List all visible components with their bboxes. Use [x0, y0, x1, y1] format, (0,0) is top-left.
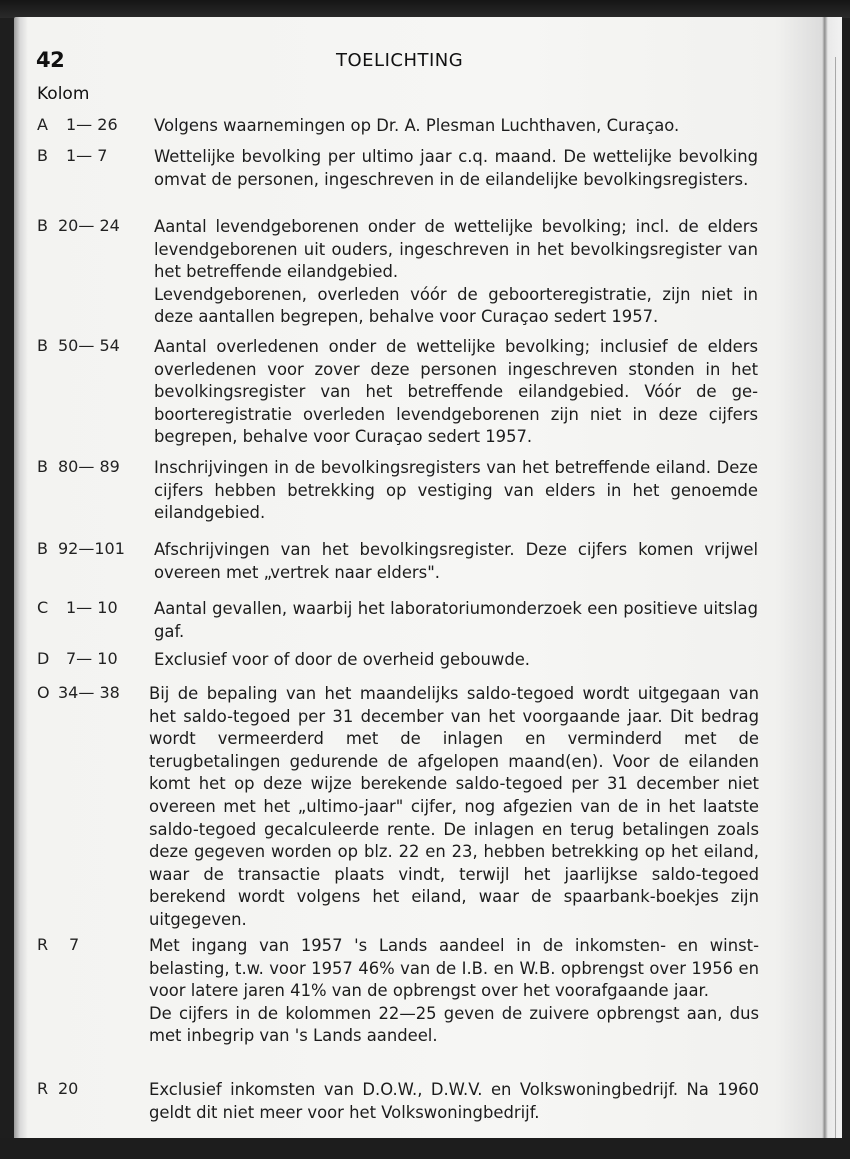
note-paragraph: Aantal levendgeborenen onder de wettelijke bevolking; incl. de elders levendgeborenen uit ouders, ingeschreven in het bevolkingsregister van het betreffende eilandgebied. — [154, 217, 758, 282]
note-column-range: 34— 38 — [58, 683, 120, 702]
note-paragraph: Aantal gevallen, waarbij het laboratoriumonderzoek een positieve uitslag gaf. — [154, 599, 758, 641]
note-column-range: 1— 26 — [66, 115, 118, 134]
note-table-code: D — [37, 649, 50, 668]
note-column-range: 1— 7 — [66, 146, 108, 165]
note-text — [154, 216, 758, 329]
note-text — [154, 336, 758, 449]
note-text — [154, 539, 758, 584]
column-header-label: Kolom — [37, 84, 90, 104]
note-paragraph: Bij de bepaling van het maandelijks saldo-tegoed wordt uitgegaan van het saldo-tegoed per 31 december van het voorgaande jaar. Dit bedrag wordt vermeerderd met de inlagen en verminderd met de terugbetalingen gedurende de afgelopen maand(en). Voor de eilanden komt het op deze wijze berekende saldo-tegoed per 31 december niet overeen met het „ultimo-jaar" cijfer, nog afgezien van de in het laatste saldo-tegoed gecalculeerde rente. De inlagen en terug betalingen zoals deze gegeven worden op blz. 22 en 23, hebben betrekking op het eiland, waar de transactie plaats vindt, terwijl het jaarlijkse saldo-tegoed berekend wordt volgens het eiland, waar de spaarbank-boekjes zijn uitgegeven. — [149, 684, 759, 929]
note-table-code: R — [37, 1079, 49, 1098]
note-text — [154, 598, 758, 643]
note-text — [149, 1079, 759, 1124]
scan-border-bottom — [0, 1138, 850, 1159]
note-text — [149, 935, 759, 1048]
note-text — [154, 115, 758, 138]
note-paragraph: De cijfers in de kolommen 22—25 geven de zuivere opbrengst aan, dus met inbegrip van 's Lands aandeel. — [149, 1003, 759, 1046]
page-number: 42 — [36, 48, 65, 72]
page-header — [36, 48, 796, 78]
note-paragraph: Volgens waarnemingen op Dr. A. Plesman Luchthaven, Curaçao. — [154, 116, 680, 135]
note-column-range: 1— 10 — [66, 598, 118, 617]
note-paragraph: Exclusief voor of door de overheid gebouwde. — [154, 650, 531, 669]
running-title: TOELICHTING — [336, 50, 464, 71]
note-paragraph: Levendgeborenen, overleden vóór de geboorteregistratie, zijn niet in deze aantallen begrepen, behalve voor Curaçao sedert 1957. — [154, 284, 758, 327]
note-paragraph: Afschrijvingen van het bevolkingsregister. Deze cijfers komen vrijwel overeen met „vertrek naar elders". — [154, 540, 758, 582]
scan-border-top — [0, 0, 850, 18]
note-table-code: O — [37, 683, 50, 702]
note-table-code: B — [37, 146, 48, 165]
note-table-code: B — [37, 216, 48, 235]
note-column-range: 7 — [69, 935, 80, 954]
note-text — [154, 457, 758, 525]
note-paragraph: Exclusief inkomsten van D.O.W., D.W.V. en Volkswoningbedrijf. Na 1960 geldt dit niet meer voor het Volkswoningbedrijf. — [149, 1080, 759, 1122]
note-text — [154, 146, 758, 191]
note-paragraph: Met ingang van 1957 's Lands aandeel in de inkomsten- en winstbelasting, t.w. voor 1957 46% van de I.B. en W.B. opbrengst over 1956 en voor latere jaren 41% van de opbrengst over het voorafgaande jaar. — [149, 936, 759, 1001]
note-paragraph: Inschrijvingen in de bevolkingsregisters van het betreffende eiland. Deze cijfers hebben betrekking op vestiging van elders in het genoemde eilandgebied. — [154, 458, 758, 523]
note-table-code: B — [37, 336, 48, 355]
note-column-range: 92—101 — [58, 539, 125, 558]
note-table-code: R — [37, 935, 49, 954]
note-column-range: 80— 89 — [58, 457, 120, 476]
note-table-code: B — [37, 457, 48, 476]
note-text — [149, 683, 759, 932]
note-paragraph: Wettelijke bevolking per ultimo jaar c.q. maand. De wettelijke bevolking omvat de personen, ingeschreven in de eilandelijke bevolkingsregisters. — [154, 147, 758, 189]
page-edge — [835, 57, 836, 1147]
note-text — [154, 649, 758, 672]
note-table-code: C — [37, 598, 49, 617]
note-column-range: 20— 24 — [58, 216, 120, 235]
note-table-code: A — [37, 115, 48, 134]
note-column-range: 50— 54 — [58, 336, 120, 355]
note-column-range: 7— 10 — [66, 649, 118, 668]
note-column-range: 20 — [58, 1079, 79, 1098]
note-paragraph: Aantal overledenen onder de wettelijke bevolking; inclusief de elders overledenen voor zover deze personen ingeschreven stonden in het bevolkingsregister van het betreffende eilandgebied. Vóór de geboorteregistratie overleden levendgeborenen zijn niet in deze cijfers begrepen, behalve voor Curaçao sedert 1957. — [154, 337, 758, 447]
note-table-code: B — [37, 539, 48, 558]
